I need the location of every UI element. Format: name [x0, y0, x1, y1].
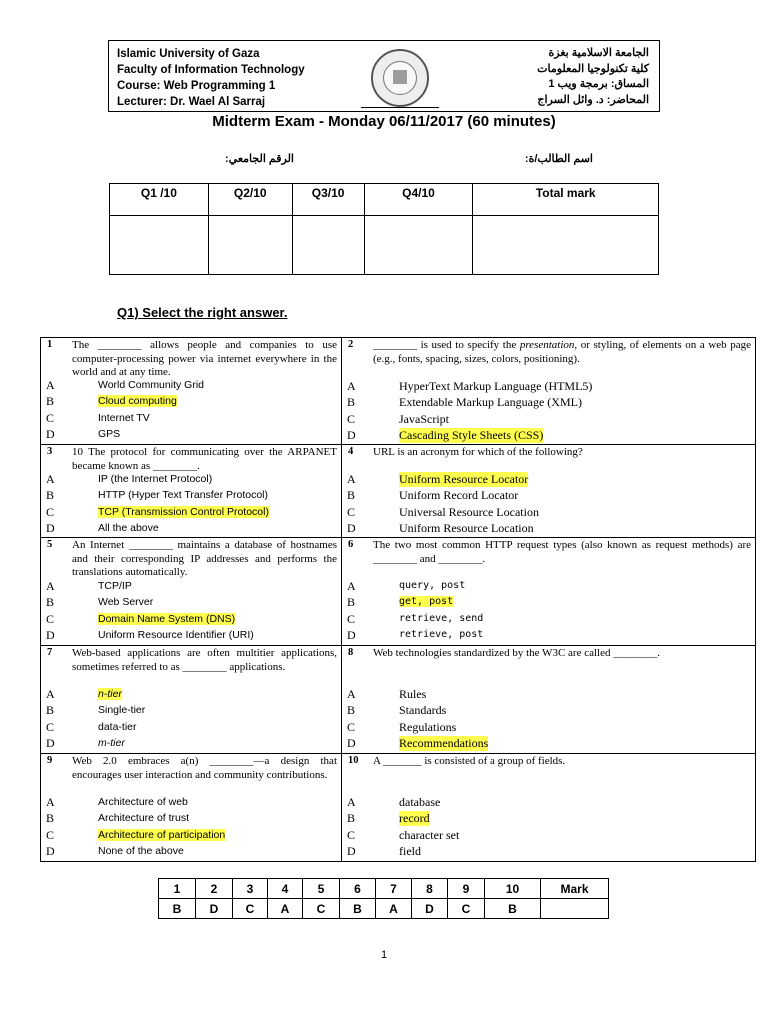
answer-header: 10	[485, 879, 541, 899]
question-number: 7	[47, 647, 53, 658]
option-c[interactable]	[342, 411, 755, 427]
option-text: character set	[399, 827, 460, 842]
question-3	[41, 445, 341, 535]
option-letter: D	[46, 426, 55, 441]
option-a[interactable]	[41, 794, 341, 810]
option-text: Domain Name System (DNS)	[98, 612, 236, 625]
option-letter: A	[347, 579, 356, 593]
option-d[interactable]	[41, 520, 341, 536]
options-list	[342, 578, 755, 643]
option-letter: D	[347, 735, 356, 750]
option-letter: A	[46, 472, 55, 486]
option-b[interactable]	[342, 487, 755, 503]
option-text: retrieve, send	[399, 612, 484, 624]
score-header: Q1 /10	[110, 184, 209, 216]
option-text: Regulations	[399, 719, 457, 734]
question-text-part: ________ is used to specify the	[373, 339, 520, 351]
option-letter: B	[46, 703, 55, 718]
answer-header: Mark	[541, 879, 609, 899]
option-text: HTTP (Hyper Text Transfer Protocol)	[98, 489, 268, 502]
option-b[interactable]	[41, 594, 341, 610]
faculty-name-ar: كلية تكنولوجيا المعلومات	[537, 62, 649, 75]
question-text: The ________ allows people and companies to use computer-processing power via internet everywhere in the world and at any time.	[72, 339, 337, 378]
option-text: HyperText Markup Language (HTML5)	[399, 379, 593, 393]
option-a[interactable]	[41, 686, 341, 702]
faculty-name: Faculty of Information Technology	[117, 64, 305, 76]
option-letter: A	[46, 579, 55, 593]
page-number: 1	[380, 949, 388, 961]
answer-cell: C	[233, 899, 268, 919]
question-number: 1	[47, 339, 53, 350]
options-list	[342, 794, 755, 859]
option-letter: A	[46, 687, 55, 701]
question-text: An Internet ________ maintains a database of hostnames and their corresponding IP addresses and performs the translations automatically.	[72, 539, 337, 578]
question-number: 10	[348, 755, 359, 766]
option-text: Recommendations	[399, 735, 489, 750]
option-text: Uniform Resource Location	[399, 520, 534, 535]
option-text: Extendable Markup Language (XML)	[399, 395, 582, 410]
option-text: IP (the Internet Protocol)	[98, 473, 213, 485]
answer-cell: A	[376, 899, 412, 919]
option-letter: A	[347, 687, 356, 701]
answer-cell: C	[448, 899, 485, 919]
answer-header: 5	[303, 879, 340, 899]
answer-header: 4	[268, 879, 303, 899]
question-number: 3	[47, 446, 53, 457]
question-4	[342, 445, 755, 535]
option-text: Uniform Record Locator	[399, 488, 519, 503]
question-10	[342, 754, 755, 858]
option-text: Universal Resource Location	[399, 504, 539, 519]
question-5	[41, 538, 341, 642]
answer-header: 2	[196, 879, 233, 899]
options-list	[41, 794, 341, 859]
option-a[interactable]	[41, 377, 341, 393]
option-letter: A	[347, 795, 356, 809]
option-letter: B	[347, 811, 356, 826]
option-letter: D	[347, 627, 356, 642]
options-list	[41, 686, 341, 751]
option-a[interactable]	[342, 378, 755, 394]
option-d[interactable]	[342, 627, 755, 643]
answer-header: 9	[448, 879, 485, 899]
option-b[interactable]	[41, 810, 341, 826]
course-name: Course: Web Programming 1	[117, 80, 276, 92]
option-letter: D	[347, 427, 356, 442]
option-letter: D	[347, 520, 356, 535]
option-letter: A	[347, 472, 356, 486]
option-text: TCP/IP	[98, 580, 132, 592]
option-letter: B	[347, 703, 356, 718]
option-letter: C	[46, 504, 55, 519]
option-d[interactable]	[342, 735, 755, 751]
option-a[interactable]	[41, 578, 341, 594]
option-letter: B	[46, 394, 55, 409]
university-name-ar: الجامعة الاسلامية بغزة	[548, 47, 649, 59]
answer-table	[158, 878, 609, 919]
exam-title: Midterm Exam - Monday 06/11/2017 (60 minutes)	[212, 113, 556, 130]
option-text: n-tier	[98, 688, 122, 700]
option-text: None of the above	[98, 844, 184, 857]
option-a[interactable]	[41, 471, 341, 487]
option-letter: C	[46, 719, 55, 734]
course-name-ar: المساق: برمجة ويب 1	[548, 78, 649, 90]
option-c[interactable]	[41, 827, 341, 843]
option-text: Architecture of trust	[98, 812, 190, 825]
option-letter: D	[46, 843, 55, 858]
score-table	[109, 183, 659, 275]
answer-header: 6	[340, 879, 376, 899]
option-c[interactable]	[342, 827, 755, 843]
question-number: 9	[47, 755, 53, 766]
score-header: Total mark	[473, 184, 659, 216]
question-7	[41, 646, 341, 750]
answer-header: 7	[376, 879, 412, 899]
option-a[interactable]	[342, 578, 755, 594]
options-list	[41, 377, 341, 442]
answer-cell: B	[485, 899, 541, 919]
question-number: 2	[348, 339, 354, 350]
option-text: get, post	[399, 596, 454, 608]
option-letter: D	[46, 520, 55, 535]
seal-underline	[361, 107, 439, 108]
question-text: URL is an acronym for which of the following?	[373, 446, 583, 458]
option-text: Uniform Resource Identifier (URI)	[98, 628, 254, 641]
option-b[interactable]	[342, 594, 755, 610]
answer-header: 3	[233, 879, 268, 899]
option-d[interactable]	[342, 520, 755, 536]
option-b[interactable]	[342, 702, 755, 718]
option-a[interactable]	[342, 686, 755, 702]
question-text: A _______ is consisted of a group of fields.	[373, 755, 566, 767]
question-text: Web technologies standardized by the W3C are called ________.	[373, 647, 660, 659]
option-b[interactable]	[41, 393, 341, 409]
option-letter: A	[46, 795, 55, 809]
option-letter: B	[46, 488, 55, 503]
question-8	[342, 646, 755, 750]
option-d[interactable]	[41, 627, 341, 643]
option-letter: C	[46, 827, 55, 842]
score-cell[interactable]	[364, 216, 473, 275]
option-text: field	[399, 843, 421, 858]
score-cell[interactable]	[292, 216, 364, 275]
option-text: record	[399, 811, 430, 826]
option-c[interactable]	[342, 719, 755, 735]
option-letter: A	[46, 378, 55, 392]
question-number: 4	[348, 446, 354, 457]
option-letter: B	[347, 395, 356, 410]
option-b[interactable]	[342, 810, 755, 826]
option-a[interactable]	[342, 471, 755, 487]
answer-cell: D	[196, 899, 233, 919]
answer-cell: B	[340, 899, 376, 919]
options-list	[41, 578, 341, 643]
student-name-label: اسم الطالب/ة:	[524, 153, 593, 165]
header-left-english	[117, 46, 305, 110]
options-list	[342, 378, 755, 443]
score-header: Q2/10	[208, 184, 292, 216]
question-text-emphasis: presentation	[519, 339, 575, 351]
option-a[interactable]	[342, 794, 755, 810]
option-text: Architecture of web	[98, 796, 188, 808]
section-title: Q1) Select the right answer.	[117, 305, 288, 320]
option-text: Internet TV	[98, 411, 150, 424]
option-letter: A	[347, 379, 356, 393]
option-letter: B	[347, 595, 356, 610]
question-1	[41, 338, 341, 441]
option-letter: C	[347, 719, 356, 734]
document-header	[108, 40, 660, 112]
option-text: database	[399, 795, 441, 809]
option-text: data-tier	[98, 720, 137, 733]
option-text: Cascading Style Sheets (CSS)	[399, 427, 544, 442]
option-c[interactable]	[41, 719, 341, 735]
option-d[interactable]	[342, 843, 755, 859]
questions-table	[40, 337, 756, 862]
option-letter: B	[46, 811, 55, 826]
question-number: 6	[348, 539, 354, 550]
options-list	[41, 471, 341, 536]
option-d[interactable]	[41, 426, 341, 442]
option-text: retrieve, post	[399, 628, 484, 640]
option-text: GPS	[98, 427, 121, 440]
score-cell[interactable]	[110, 216, 209, 275]
option-text: Single-tier	[98, 704, 146, 717]
option-letter: C	[347, 504, 356, 519]
options-list	[342, 471, 755, 536]
answer-header: 8	[412, 879, 448, 899]
score-header: Q3/10	[292, 184, 364, 216]
score-header: Q4/10	[364, 184, 473, 216]
question-2	[342, 338, 755, 442]
option-letter: D	[46, 627, 55, 642]
option-letter: B	[347, 488, 356, 503]
question-text: Web-based applications are often multitier applications, sometimes referred to as ________ applications.	[72, 647, 337, 673]
question-text-part: , or styling, of elements on a web page (e.g., fonts, spacing, sizes, colors, positioning).	[373, 339, 751, 365]
option-d[interactable]	[41, 843, 341, 859]
option-letter: C	[46, 611, 55, 626]
option-c[interactable]	[41, 504, 341, 520]
option-text: Standards	[399, 703, 447, 718]
option-text: Uniform Resource Locator	[399, 472, 529, 486]
score-cell[interactable]	[208, 216, 292, 275]
lecturer-name: Lecturer: Dr. Wael Al Sarraj	[117, 96, 266, 108]
option-c[interactable]	[41, 410, 341, 426]
option-text: Cloud computing	[98, 395, 177, 408]
option-text: JavaScript	[399, 411, 449, 426]
student-id-label: الرقم الجامعي:	[224, 153, 294, 165]
option-text: TCP (Transmission Control Protocol)	[98, 505, 269, 518]
answer-cell: D	[412, 899, 448, 919]
option-b[interactable]	[342, 394, 755, 410]
option-letter: C	[46, 410, 55, 425]
lecturer-name-ar: المحاضر: د. وائل السراج	[537, 93, 649, 106]
option-letter: D	[46, 735, 55, 750]
option-text: Rules	[399, 687, 427, 701]
options-list	[342, 686, 755, 751]
question-6	[342, 538, 755, 642]
option-letter: C	[347, 611, 356, 626]
option-text: query, post	[399, 580, 466, 591]
option-b[interactable]	[41, 702, 341, 718]
answer-cell: C	[303, 899, 340, 919]
question-number: 5	[47, 539, 53, 550]
option-c[interactable]	[41, 611, 341, 627]
option-d[interactable]	[41, 735, 341, 751]
option-letter: C	[347, 827, 356, 842]
option-text: m-tier	[98, 736, 125, 749]
answer-cell: A	[268, 899, 303, 919]
university-name: Islamic University of Gaza	[117, 48, 260, 60]
answer-cell: B	[159, 899, 196, 919]
question-text: 10 The protocol for communicating over the ARPANET became known as ________.	[72, 446, 337, 472]
option-text: World Community Grid	[98, 379, 204, 391]
option-letter: D	[347, 843, 356, 858]
university-seal-icon	[371, 49, 429, 107]
option-letter: B	[46, 595, 55, 610]
option-text: Architecture of participation	[98, 828, 226, 841]
option-d[interactable]	[342, 427, 755, 443]
option-text: All the above	[98, 521, 159, 534]
option-b[interactable]	[41, 487, 341, 503]
mark-cell[interactable]	[541, 899, 609, 919]
total-mark-cell[interactable]	[473, 216, 659, 275]
option-c[interactable]	[342, 611, 755, 627]
question-text	[373, 338, 751, 366]
question-text: Web 2.0 embraces a(n) ________—a design that encourages user interaction and community contributions.	[72, 755, 337, 781]
question-9	[41, 754, 341, 858]
answer-header: 1	[159, 879, 196, 899]
option-text: Web Server	[98, 596, 154, 609]
question-number: 8	[348, 647, 354, 658]
option-c[interactable]	[342, 504, 755, 520]
header-right-arabic	[537, 46, 649, 108]
question-text: The two most common HTTP request types (also known as request methods) are ________ and ________.	[373, 539, 751, 565]
option-letter: C	[347, 411, 356, 426]
